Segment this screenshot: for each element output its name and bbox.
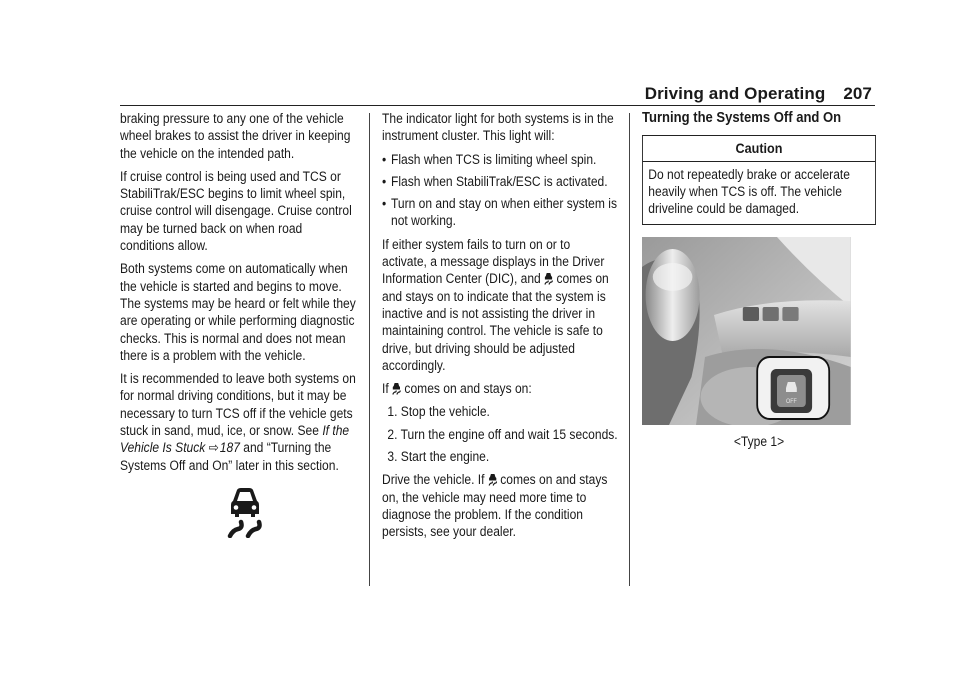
- header-rule: [120, 105, 875, 106]
- list-item: • Flash when StabiliTrak/ESC is activated.: [382, 173, 618, 190]
- numbered-steps: [382, 403, 618, 465]
- paragraph-text: Drive the vehicle. If: [382, 472, 485, 488]
- paragraph-text: comes on and stays on:: [404, 381, 532, 397]
- paragraph-text: It is recommended to leave both systems on for normal driving conditions, but it may be necessary to turn TCS off if the vehicle gets stuck in sand, mud, ice, or snow. See: [120, 371, 356, 439]
- list-item: 3. Start the engine.: [387, 449, 490, 465]
- caution-box: [642, 135, 876, 225]
- section-title: Driving and Operating: [644, 84, 826, 103]
- paragraph: braking pressure to any one of the vehicle wheel brakes to assist the driver in keeping the vehicle on the intended path.: [120, 111, 351, 161]
- paragraph: [120, 370, 356, 474]
- bullet-list: [382, 151, 618, 230]
- console-photo-drawing: [642, 237, 851, 425]
- column-divider-2: [629, 113, 630, 586]
- paragraph: The indicator light for both systems is in the instrument cluster. This light will:: [382, 111, 614, 144]
- column-3: [642, 110, 876, 451]
- link-text: If the Vehicle Is Stuck: [120, 423, 350, 456]
- traction-control-inline-icon: [544, 272, 553, 285]
- paragraph-text: and “Turning the Systems Off and On” later in this section.: [120, 440, 339, 473]
- traction-control-skid-icon: [224, 486, 266, 538]
- paragraph-text: comes on and stays on to indicate that the system is inactive and is not assisting the driver in maintaining control. The vehicle is safe to drive, but driving should be adjusted accordingly.: [382, 271, 609, 373]
- list-item: • Turn on and stay on when either system is not working.: [382, 195, 618, 230]
- column-1: [120, 110, 356, 480]
- paragraph-text: If either system fails to turn on or to activate, a message displays in the Driver Information Center (DIC), and: [382, 236, 605, 287]
- button-off-label: OFF: [786, 399, 797, 406]
- paragraph: If cruise control is being used and TCS or StabiliTrak/ESC begins to limit wheel spin, cruise control will disengage. Cruise control may be turned back on when road conditions allow.: [120, 168, 352, 254]
- caution-text: Do not repeatedly brake or accelerate heavily when TCS is off. The vehicle driveline could be damaged.: [648, 166, 850, 217]
- paragraph: Both systems come on automatically when the vehicle is started and begins to move. The systems may be heard or felt while they are operating or while performing diagnostic checks. This is normal and does not mean there is a problem with the vehicle.: [120, 261, 356, 363]
- console-traction-control-button-photo: [642, 237, 851, 425]
- list-item: 1. Stop the vehicle.: [387, 404, 490, 420]
- section-heading: Turning the Systems Off and On: [642, 110, 842, 126]
- running-header: [645, 84, 872, 104]
- caution-title: Caution: [643, 136, 875, 161]
- page-number: 207: [843, 84, 872, 103]
- traction-control-inline-icon: [392, 382, 401, 395]
- paragraph-text: If: [382, 381, 389, 397]
- traction-control-inline-icon: [488, 473, 497, 486]
- column-divider-1: [369, 113, 370, 586]
- paragraph: [382, 380, 618, 397]
- column-2: [382, 110, 618, 547]
- list-item: 2. Turn the engine off and wait 15 seconds.: [387, 426, 618, 442]
- ref-arrow-icon: ⇨: [208, 440, 219, 456]
- list-item: • Flash when TCS is limiting wheel spin.: [382, 151, 618, 168]
- paragraph: [382, 471, 618, 540]
- ref-page: 187: [219, 440, 240, 456]
- image-caption: <Type 1>: [733, 434, 785, 450]
- paragraph-text: comes on and stays on, the vehicle may need more time to diagnose the problem. If the condition persists, see your dealer.: [382, 472, 608, 540]
- paragraph: [382, 236, 618, 374]
